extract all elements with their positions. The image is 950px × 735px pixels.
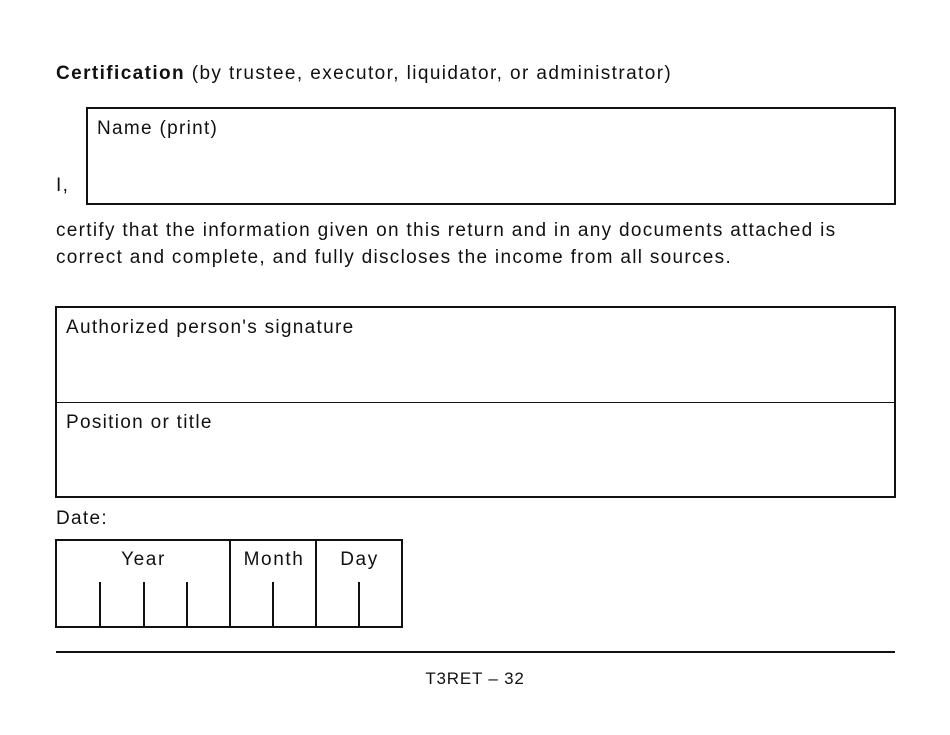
day-label: Day [340,549,379,570]
month-digit-2-input[interactable] [274,582,315,626]
year-digit-2-input[interactable] [101,582,143,626]
authorized-signature-label: Authorized person's signature [66,317,355,338]
year-digit-1-input[interactable] [57,582,99,626]
name-prefix: I, [56,175,70,196]
footer-divider [56,651,895,653]
date-grid [55,539,403,628]
certification-subtitle: (by trustee, executor, liquidator, or administrator) [185,63,673,84]
date-label: Date: [56,508,108,529]
authorized-signature-field[interactable] [57,308,894,403]
year-label: Year [121,549,166,570]
day-digit-2-input[interactable] [360,582,401,626]
certification-statement: certify that the information given on this return and in any documents attached is correct and complete, and fully discloses the income from all sources. [56,220,837,268]
month-label: Month [243,549,305,570]
year-digit-3-input[interactable] [145,582,186,626]
certification-title: Certification [56,63,186,84]
day-digit-1-input[interactable] [317,582,358,626]
name-print-field[interactable] [86,107,896,205]
certification-heading [56,63,672,85]
name-print-label: Name (print) [97,118,219,139]
signature-section [55,306,896,498]
year-digit-4-input[interactable] [188,582,229,626]
month-digit-1-input[interactable] [231,582,272,626]
page-number: T3RET – 32 [425,669,525,688]
position-title-field[interactable] [57,403,894,497]
position-title-label: Position or title [66,412,213,433]
